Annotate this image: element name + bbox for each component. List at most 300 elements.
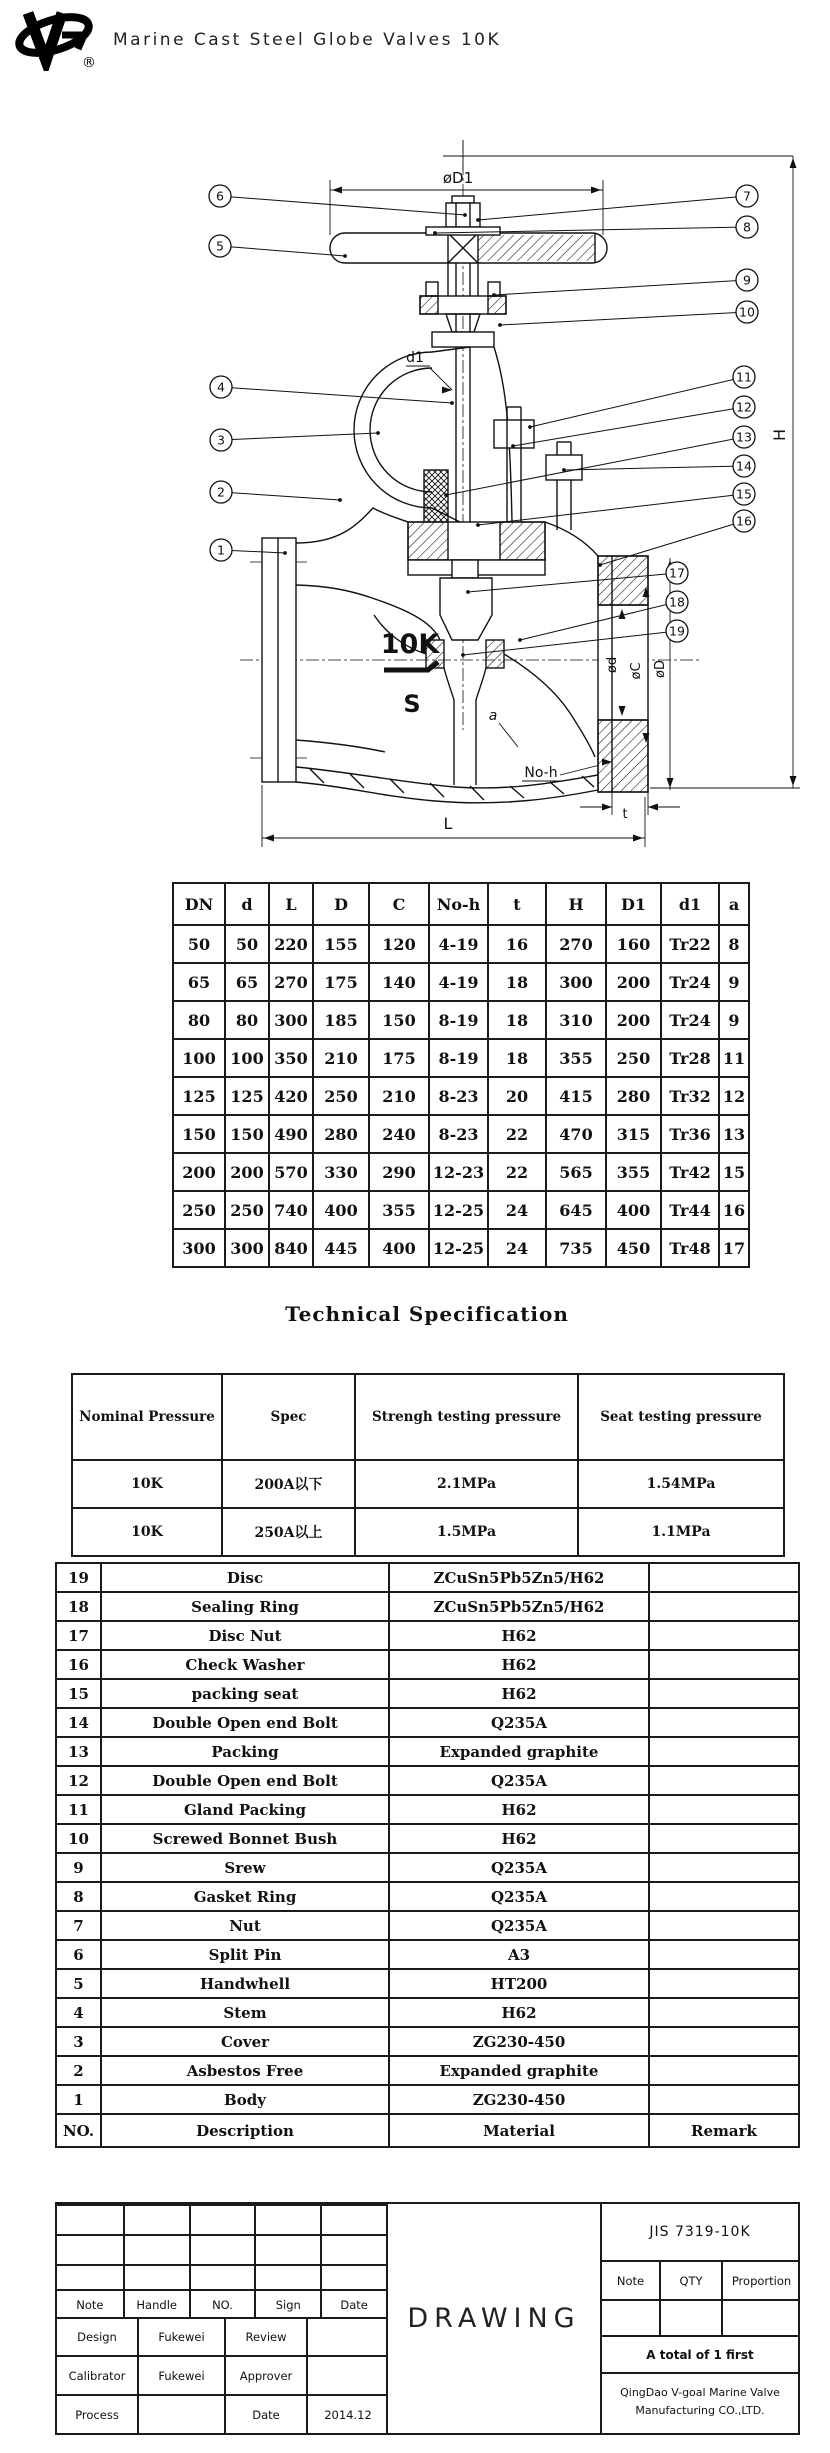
table-cell: [649, 2056, 799, 2085]
table-cell: 9: [719, 963, 749, 1001]
spec-table: [71, 1373, 785, 1557]
table-cell: 9: [56, 1853, 101, 1882]
table-cell: 420: [269, 1077, 313, 1115]
table-cell: 80: [173, 1001, 225, 1039]
table-cell: 20: [488, 1077, 546, 1115]
table-cell: 150: [225, 1115, 269, 1153]
dimension-table: [172, 882, 750, 1268]
empty-cell: [189, 2234, 255, 2264]
empty-cell: [254, 2204, 320, 2234]
table-cell: 50: [173, 925, 225, 963]
table-cell: Gland Packing: [101, 1795, 389, 1824]
table-cell: 65: [225, 963, 269, 1001]
callout-11: [528, 366, 755, 429]
empty-cell: [721, 2299, 800, 2335]
company-logo: [12, 5, 104, 71]
col-no: NO.: [189, 2291, 255, 2319]
table-cell: 280: [606, 1077, 661, 1115]
table-row: [173, 1153, 749, 1191]
label-oc: øC: [629, 662, 644, 680]
table-cell: Body: [101, 2085, 389, 2114]
revision-grid: [57, 2204, 386, 2289]
callout-number: 19: [669, 623, 685, 639]
table-cell: 350: [269, 1039, 313, 1077]
table-row: [56, 1795, 799, 1824]
table-cell: 160: [606, 925, 661, 963]
table-cell: 330: [313, 1153, 369, 1191]
table-cell: 175: [313, 963, 369, 1001]
table-cell: 300: [269, 1001, 313, 1039]
table-cell: 200A以下: [222, 1460, 355, 1508]
table-cell: 22: [488, 1153, 546, 1191]
date-label: Date: [224, 2394, 306, 2433]
table-row: [72, 1508, 784, 1556]
column-header: Material: [389, 2114, 649, 2147]
table-cell: [649, 1911, 799, 1940]
callout-number: 9: [743, 272, 751, 288]
table-cell: 65: [173, 963, 225, 1001]
header-row: [56, 2114, 799, 2147]
table-cell: 4: [56, 1998, 101, 2027]
table-cell: [649, 1563, 799, 1592]
table-cell: 13: [56, 1737, 101, 1766]
table-cell: H62: [389, 1795, 649, 1824]
callout-number: 10: [739, 304, 755, 320]
process-value: [137, 2394, 224, 2433]
table-row: [173, 1039, 749, 1077]
table-cell: [649, 1708, 799, 1737]
table-cell: 400: [313, 1191, 369, 1229]
table-cell: 100: [173, 1039, 225, 1077]
review-label: Review: [224, 2317, 306, 2355]
table-cell: 240: [369, 1115, 429, 1153]
table-cell: [649, 1998, 799, 2027]
label-l: L: [443, 814, 453, 833]
table-cell: [649, 1621, 799, 1650]
table-cell: 400: [606, 1191, 661, 1229]
table-cell: 6: [56, 1940, 101, 1969]
table-cell: 840: [269, 1229, 313, 1267]
table-cell: Q235A: [389, 1853, 649, 1882]
table-cell: 200: [225, 1153, 269, 1191]
table-cell: Tr24: [661, 1001, 719, 1039]
table-cell: 400: [369, 1229, 429, 1267]
table-cell: 12: [56, 1766, 101, 1795]
table-cell: 445: [313, 1229, 369, 1267]
company-name: [602, 2374, 798, 2429]
table-row: [173, 1001, 749, 1039]
registered-mark: ®: [82, 55, 96, 71]
label-od-outer: øD: [653, 660, 668, 678]
callout-number: 8: [743, 219, 751, 235]
table-cell: [649, 1679, 799, 1708]
table-cell: 185: [313, 1001, 369, 1039]
table-cell: 210: [369, 1077, 429, 1115]
empty-cell: [320, 2204, 386, 2234]
callout-12: [511, 396, 755, 448]
label-h: H: [770, 428, 789, 442]
table-row: [173, 1115, 749, 1153]
table-cell: [649, 2027, 799, 2056]
callout-number: 16: [736, 513, 752, 529]
table-cell: 290: [369, 1153, 429, 1191]
page-title: Marine Cast Steel Globe Valves 10K: [113, 30, 502, 50]
table-cell: Q235A: [389, 1911, 649, 1940]
label-od: ød: [605, 656, 620, 674]
table-cell: 270: [546, 925, 606, 963]
table-row: [56, 1998, 799, 2027]
table-cell: 80: [225, 1001, 269, 1039]
valve-geometry: [262, 196, 648, 803]
table-cell: 355: [369, 1191, 429, 1229]
table-cell: 200: [606, 963, 661, 1001]
callout-number: 14: [736, 458, 752, 474]
table-cell: 4-19: [429, 925, 488, 963]
table-cell: H62: [389, 1824, 649, 1853]
callout-16: [598, 510, 755, 567]
table-cell: [649, 1592, 799, 1621]
table-cell: Tr24: [661, 963, 719, 1001]
table-cell: Disc Nut: [101, 1621, 389, 1650]
table-cell: [649, 1969, 799, 1998]
table-cell: 10K: [72, 1508, 222, 1556]
table-row: [173, 1191, 749, 1229]
table-cell: 8-19: [429, 1039, 488, 1077]
callout-number: 5: [216, 238, 224, 254]
column-header: Nominal Pressure: [72, 1374, 222, 1460]
table-cell: 175: [369, 1039, 429, 1077]
review-value: [306, 2317, 388, 2355]
callout-5: [209, 235, 347, 258]
table-cell: Cover: [101, 2027, 389, 2056]
empty-cell: [659, 2299, 721, 2335]
table-cell: 3: [56, 2027, 101, 2056]
table-cell: 200: [173, 1153, 225, 1191]
revision-header-row: [57, 2289, 386, 2317]
callout-14: [562, 455, 755, 477]
table-row: [56, 2085, 799, 2114]
empty-cell: [123, 2234, 189, 2264]
table-row: [56, 1563, 799, 1592]
table-row: [56, 1824, 799, 1853]
table-cell: 22: [488, 1115, 546, 1153]
table-cell: ZCuSn5Pb5Zn5/H62: [389, 1563, 649, 1592]
table-cell: 490: [269, 1115, 313, 1153]
callout-4: [210, 376, 454, 405]
table-cell: 17: [719, 1229, 749, 1267]
title-block-right: [600, 2204, 798, 2433]
company-line2: Manufacturing CO.,LTD.: [635, 2403, 765, 2417]
table-cell: 120: [369, 925, 429, 963]
table-cell: Tr32: [661, 1077, 719, 1115]
table-cell: 300: [546, 963, 606, 1001]
table-row: [56, 1766, 799, 1795]
table-cell: 300: [225, 1229, 269, 1267]
empty-cell: [123, 2204, 189, 2234]
col-sign: Sign: [254, 2291, 320, 2319]
table-cell: 150: [173, 1115, 225, 1153]
table-cell: Expanded graphite: [389, 2056, 649, 2085]
table-cell: 18: [488, 963, 546, 1001]
table-cell: 315: [606, 1115, 661, 1153]
table-cell: 125: [173, 1077, 225, 1115]
table-cell: 14: [56, 1708, 101, 1737]
table-cell: 735: [546, 1229, 606, 1267]
table-cell: 18: [488, 1039, 546, 1077]
label-d1: d1: [406, 350, 424, 366]
table-cell: 12-25: [429, 1191, 488, 1229]
table-row: [56, 1911, 799, 1940]
table-cell: 8: [56, 1882, 101, 1911]
table-cell: Nut: [101, 1911, 389, 1940]
table-cell: [649, 1824, 799, 1853]
table-cell: 10: [56, 1824, 101, 1853]
table-cell: ZG230-450: [389, 2085, 649, 2114]
table-cell: 280: [313, 1115, 369, 1153]
callout-number: 6: [216, 188, 224, 204]
table-cell: Expanded graphite: [389, 1737, 649, 1766]
date-value: 2014.12: [306, 2394, 388, 2433]
table-cell: 11: [719, 1039, 749, 1077]
empty-cell: [57, 2264, 123, 2289]
design-label: Design: [57, 2317, 137, 2355]
right-col-qty: QTY: [659, 2262, 721, 2299]
table-cell: 24: [488, 1191, 546, 1229]
sheet-total: A total of 1 first: [602, 2335, 798, 2374]
table-cell: 250: [225, 1191, 269, 1229]
callout-10: [498, 301, 758, 327]
table-cell: [649, 1737, 799, 1766]
table-cell: 15: [719, 1153, 749, 1191]
table-cell: 1.1MPa: [578, 1508, 784, 1556]
signature-grid: [57, 2317, 386, 2433]
table-cell: 19: [56, 1563, 101, 1592]
table-cell: 270: [269, 963, 313, 1001]
empty-cell: [189, 2204, 255, 2234]
table-row: [173, 963, 749, 1001]
table-cell: 8-23: [429, 1077, 488, 1115]
table-row: [56, 1592, 799, 1621]
column-header: L: [269, 883, 313, 925]
table-cell: 18: [56, 1592, 101, 1621]
table-cell: 7: [56, 1911, 101, 1940]
table-cell: 250: [313, 1077, 369, 1115]
table-row: [56, 1882, 799, 1911]
table-cell: 1.5MPa: [355, 1508, 578, 1556]
table-cell: 16: [488, 925, 546, 963]
empty-cell: [254, 2234, 320, 2264]
table-cell: packing seat: [101, 1679, 389, 1708]
header-row: [173, 883, 749, 925]
table-row: [173, 1077, 749, 1115]
callout-2: [210, 481, 342, 503]
callout-number: 18: [669, 594, 685, 610]
table-row: [56, 2056, 799, 2085]
table-cell: Tr42: [661, 1153, 719, 1191]
table-row: [56, 1621, 799, 1650]
table-row: [173, 1229, 749, 1267]
title-block: [55, 2202, 800, 2435]
process-label: Process: [57, 2394, 137, 2433]
valve-cross-section-drawing: [0, 85, 830, 885]
right-col-note: Note: [616, 2273, 645, 2288]
table-cell: A3: [389, 1940, 649, 1969]
label-no-h: No-h: [524, 765, 558, 781]
table-cell: 8-23: [429, 1115, 488, 1153]
table-cell: H62: [389, 1650, 649, 1679]
column-header: d1: [661, 883, 719, 925]
calibrator-name: Fukewei: [137, 2355, 224, 2394]
empty-cell: [320, 2264, 386, 2289]
column-header: d: [225, 883, 269, 925]
table-cell: Tr36: [661, 1115, 719, 1153]
callout-7: [476, 185, 758, 222]
table-cell: Handwhell: [101, 1969, 389, 1998]
table-cell: 15: [56, 1679, 101, 1708]
table-cell: Asbestos Free: [101, 2056, 389, 2085]
table-row: [56, 2027, 799, 2056]
table-cell: Disc: [101, 1563, 389, 1592]
callout-number: 4: [217, 379, 225, 395]
table-cell: 16: [719, 1191, 749, 1229]
table-cell: 16: [56, 1650, 101, 1679]
col-date: Date: [320, 2291, 386, 2319]
calibrator-label: Calibrator: [57, 2355, 137, 2394]
table-cell: 12-25: [429, 1229, 488, 1267]
callout-9: [492, 269, 758, 297]
empty-cell: [57, 2234, 123, 2264]
table-cell: [649, 1940, 799, 1969]
table-cell: 24: [488, 1229, 546, 1267]
table-cell: 355: [546, 1039, 606, 1077]
table-cell: 645: [546, 1191, 606, 1229]
empty-cell: [123, 2264, 189, 2289]
table-row: [56, 1853, 799, 1882]
table-cell: Packing: [101, 1737, 389, 1766]
right-empty-row: [602, 2299, 798, 2335]
label-od1: øD1: [442, 169, 474, 187]
table-cell: 450: [606, 1229, 661, 1267]
table-cell: 470: [546, 1115, 606, 1153]
table-cell: 415: [546, 1077, 606, 1115]
company-line1: QingDao V-goal Marine Valve: [620, 2386, 780, 2400]
column-header: H: [546, 883, 606, 925]
empty-cell: [254, 2264, 320, 2289]
callout-number: 12: [736, 399, 752, 415]
table-cell: 355: [606, 1153, 661, 1191]
approver-value: [306, 2355, 388, 2394]
label-t: t: [622, 807, 628, 822]
table-cell: [649, 1853, 799, 1882]
callout-13: [444, 426, 755, 497]
table-cell: 4-19: [429, 963, 488, 1001]
table-row: [56, 1650, 799, 1679]
table-cell: 570: [269, 1153, 313, 1191]
callout-number: 2: [217, 484, 225, 500]
table-cell: Q235A: [389, 1708, 649, 1737]
table-cell: Stem: [101, 1998, 389, 2027]
table-cell: 125: [225, 1077, 269, 1115]
table-cell: 8-19: [429, 1001, 488, 1039]
callout-number: 17: [669, 565, 685, 581]
col-note: Note: [76, 2298, 104, 2312]
table-cell: 310: [546, 1001, 606, 1039]
table-cell: Double Open end Bolt: [101, 1766, 389, 1795]
table-cell: [649, 1650, 799, 1679]
table-cell: ZG230-450: [389, 2027, 649, 2056]
column-header: t: [488, 883, 546, 925]
empty-cell: [189, 2264, 255, 2289]
table-cell: 140: [369, 963, 429, 1001]
callout-number: 7: [743, 188, 751, 204]
column-header: Strengh testing pressure: [355, 1374, 578, 1460]
table-cell: 250: [173, 1191, 225, 1229]
table-cell: 565: [546, 1153, 606, 1191]
table-cell: [649, 1766, 799, 1795]
table-cell: 13: [719, 1115, 749, 1153]
column-header: Seat testing pressure: [578, 1374, 784, 1460]
table-cell: 8: [719, 925, 749, 963]
callout-number: 3: [217, 432, 225, 448]
table-row: [173, 925, 749, 963]
table-cell: 10K: [72, 1460, 222, 1508]
column-header: Remark: [649, 2114, 799, 2147]
drawing-cell: [388, 2204, 600, 2433]
table-cell: 50: [225, 925, 269, 963]
table-cell: Check Washer: [101, 1650, 389, 1679]
col-handle: Handle: [123, 2291, 189, 2319]
callout-number: 1: [217, 542, 225, 558]
table-cell: 1: [56, 2085, 101, 2114]
table-cell: 250: [606, 1039, 661, 1077]
spec-heading: Technical Specification: [285, 1302, 569, 1326]
standard-code: JIS 7319-10K: [649, 2224, 751, 2240]
table-cell: 2.1MPa: [355, 1460, 578, 1508]
table-cell: 9: [719, 1001, 749, 1039]
table-cell: 5: [56, 1969, 101, 1998]
table-row: [72, 1460, 784, 1508]
cast-steel-mark: S: [403, 690, 421, 718]
table-cell: 18: [488, 1001, 546, 1039]
table-row: [56, 1969, 799, 1998]
table-cell: 740: [269, 1191, 313, 1229]
header-row: [72, 1374, 784, 1460]
table-cell: H62: [389, 1998, 649, 2027]
table-cell: H62: [389, 1621, 649, 1650]
column-header: Description: [101, 2114, 389, 2147]
table-cell: Q235A: [389, 1882, 649, 1911]
label-a: a: [488, 708, 498, 724]
table-cell: 150: [369, 1001, 429, 1039]
table-cell: Screwed Bonnet Bush: [101, 1824, 389, 1853]
table-cell: Srew: [101, 1853, 389, 1882]
callout-number: 13: [736, 429, 752, 445]
parts-list-table: [55, 1562, 800, 2148]
title-block-left: [57, 2204, 388, 2433]
table-row: [56, 1708, 799, 1737]
table-cell: Gasket Ring: [101, 1882, 389, 1911]
empty-cell: [57, 2204, 123, 2234]
table-cell: 220: [269, 925, 313, 963]
table-cell: 250A以上: [222, 1508, 355, 1556]
column-header: D1: [606, 883, 661, 925]
table-cell: 200: [606, 1001, 661, 1039]
table-cell: Sealing Ring: [101, 1592, 389, 1621]
table-cell: 300: [173, 1229, 225, 1267]
column-header: a: [719, 883, 749, 925]
table-cell: ZCuSn5Pb5Zn5/H62: [389, 1592, 649, 1621]
table-row: [56, 1940, 799, 1969]
